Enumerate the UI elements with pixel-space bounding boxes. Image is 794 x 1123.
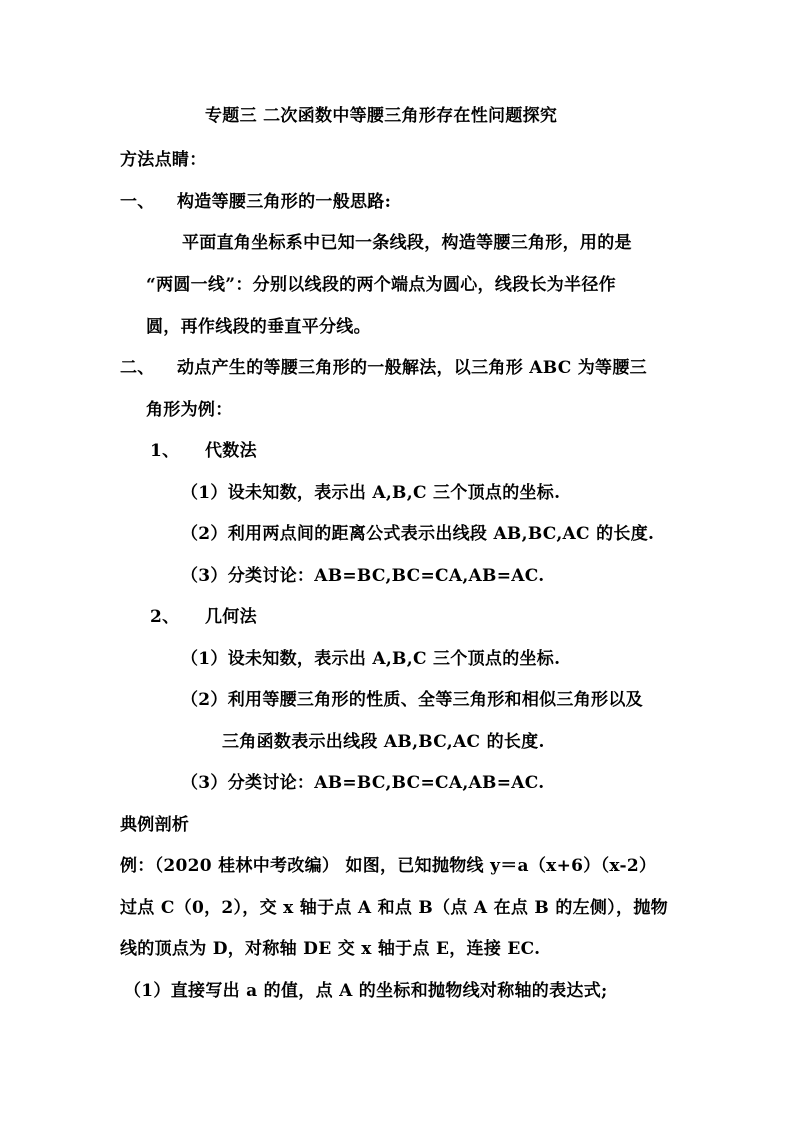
method2-step: 三角函数表示出线段 AB,BC,AC 的长度. bbox=[222, 732, 545, 752]
section2-heading-line: 角形为例： bbox=[146, 400, 233, 420]
example-line: 线的顶点为 D，对称轴 DE 交 x 轴于点 E，连接 EC. bbox=[120, 939, 541, 959]
document-title: 专题三 二次函数中等腰三角形存在性问题探究 bbox=[205, 106, 558, 126]
method-heading: 方法点睛： bbox=[120, 150, 207, 170]
section1-heading: 构造等腰三角形的一般思路: bbox=[177, 192, 392, 212]
method2-step: （2）利用等腰三角形的性质、全等三角形和相似三角形以及 bbox=[181, 690, 643, 710]
example-line: 过点 C（0，2），交 x 轴于点 A 和点 B（点 A 在点 B 的左侧），抛物 bbox=[120, 898, 668, 918]
section1-body-line: “两圆一线”：分别以线段的两个端点为圆心，线段长为半径作 bbox=[146, 275, 616, 295]
method1-step: （2）利用两点间的距离公式表示出线段 AB,BC,AC 的长度. bbox=[181, 524, 655, 544]
section1-number: 一、 bbox=[120, 192, 155, 212]
section2-heading-line: 动点产生的等腰三角形的一般解法，以三角形 ABC 为等腰三 bbox=[177, 358, 647, 378]
method2-step: （1）设未知数，表示出 A,B,C 三个顶点的坐标. bbox=[181, 649, 561, 669]
section1-body-line: 平面直角坐标系中已知一条线段，构造等腰三角形，用的是 bbox=[182, 233, 632, 253]
example-heading: 典例剖析 bbox=[120, 815, 190, 835]
method1-number: 1、 bbox=[150, 441, 180, 461]
section2-number: 二、 bbox=[120, 358, 155, 378]
method2-step: （3）分类讨论：AB=BC,BC=CA,AB=AC. bbox=[181, 773, 545, 793]
method2-number: 2、 bbox=[150, 607, 180, 627]
example-line: 例：（2020 桂林中考改编） 如图，已知抛物线 y＝a（x+6）（x-2） bbox=[120, 856, 657, 876]
method1-step: （1）设未知数，表示出 A,B,C 三个顶点的坐标. bbox=[181, 483, 561, 503]
section1-body-line: 圆，再作线段的垂直平分线。 bbox=[146, 317, 371, 337]
method2-name: 几何法 bbox=[205, 607, 257, 627]
method1-step: （3）分类讨论：AB=BC,BC=CA,AB=AC. bbox=[181, 566, 545, 586]
method1-name: 代数法 bbox=[205, 441, 257, 461]
example-line: （1）直接写出 a 的值，点 A 的坐标和抛物线对称轴的表达式; bbox=[124, 981, 608, 1001]
